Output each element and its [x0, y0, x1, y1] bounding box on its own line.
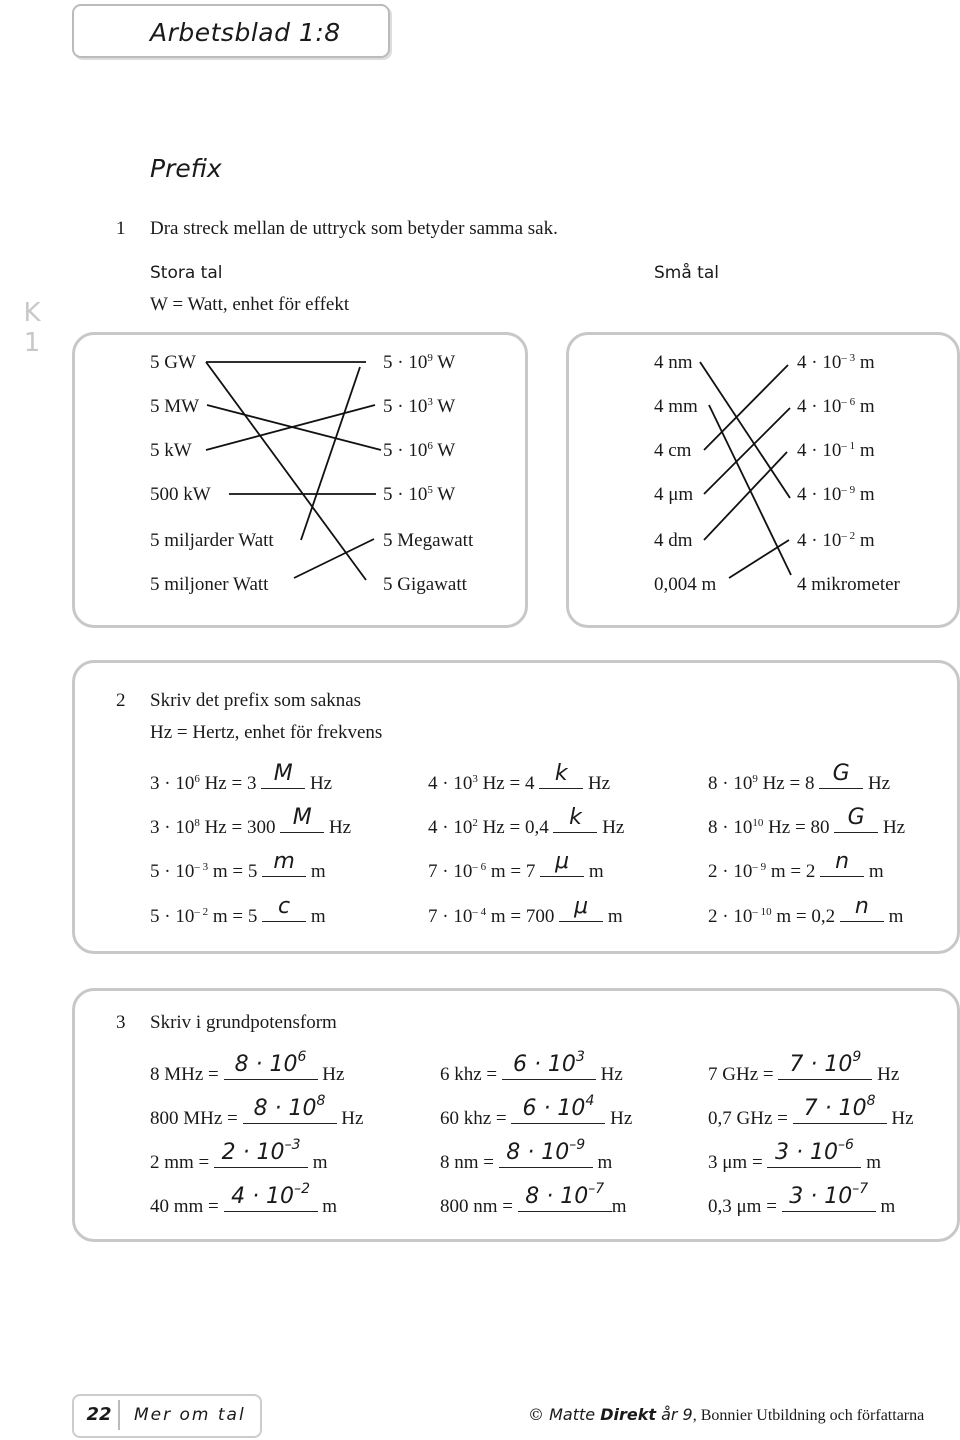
ex2-answer-blank	[261, 761, 305, 789]
ex1-right-power: $4 \cdot 10^{- 2}$ m	[797, 530, 875, 551]
ex1-right-term: 4 μm	[654, 484, 694, 505]
ex3-answer: $6 \cdot 10^4$	[522, 1093, 595, 1121]
ex2-answer-blank	[539, 761, 583, 789]
ex1-right-exponent: – 9	[841, 484, 856, 496]
ex3-answer-blank	[224, 1049, 318, 1080]
ex3-answer: $8 \cdot 10^{-7}$	[525, 1181, 605, 1209]
ex3-answer-blank	[243, 1093, 337, 1124]
ex3-answer-exponent: 8	[866, 1093, 876, 1109]
ex3-answer-blank	[511, 1093, 605, 1124]
ex2-answer: c	[278, 894, 291, 919]
ex1-number: 1	[116, 218, 126, 239]
ex2-answer-blank	[819, 761, 863, 789]
ex2-answer-blank	[553, 805, 597, 833]
ex2-item: $5 \cdot 10^{- 2}$ m = 5 c m	[150, 894, 326, 927]
ex3-answer-exponent: –2	[294, 1181, 310, 1197]
ex2-answer-blank	[262, 849, 306, 877]
ex2-item: $7 \cdot 10^{- 4}$ m = 700 μ m	[428, 894, 623, 927]
section-title: Prefix	[150, 154, 222, 183]
match-line	[729, 540, 789, 578]
ex2-answer-blank	[280, 805, 324, 833]
ex3-answer-exponent: –7	[588, 1181, 605, 1197]
ex3-answer-exponent: 4	[585, 1093, 595, 1109]
ex1-right-power: 4 mikrometer	[797, 574, 900, 595]
ex2-item: $3 \cdot 10^8$ Hz = 300 M Hz	[150, 805, 352, 838]
ex3-answer-exponent: 6	[297, 1049, 307, 1065]
ex1-right-exponent: – 2	[841, 530, 856, 542]
ex1-left-term: 5 MW	[150, 396, 200, 417]
ex3-answer: $7 \cdot 10^8$	[803, 1093, 876, 1121]
ex1-left-exponent: 3	[427, 396, 433, 408]
ex2-answer-blank	[559, 894, 603, 922]
ex3-answer-exponent: –9	[569, 1137, 586, 1153]
ex3-item: 40 mm = $4 \cdot 10^{-2}$ m	[150, 1181, 338, 1217]
ex2-item: $2 \cdot 10^{- 10}$ m = 0,2 n m	[708, 894, 904, 927]
ex3-item: 800 MHz = $8 \cdot 10^8$ Hz	[150, 1093, 364, 1129]
ex2-answer: M	[292, 805, 312, 830]
ex3-answer-blank	[214, 1137, 308, 1168]
ex3-answer: $7 \cdot 10^9$	[789, 1049, 862, 1077]
ex2-answer: M	[273, 761, 293, 786]
chapter-tab-number: 1	[23, 328, 41, 358]
ex2-note: Hz = Hertz, enhet för frekvens	[150, 722, 383, 743]
ex3-answer: $8 \cdot 10^{-9}$	[506, 1137, 586, 1165]
ex2-answer-blank	[840, 894, 884, 922]
ex2-answer: μ	[555, 849, 570, 874]
ex2-answer: k	[569, 805, 582, 830]
ex1-left-power: 5 Megawatt	[383, 530, 474, 551]
ex2-item: $5 \cdot 10^{- 3}$ m = 5 m m	[150, 849, 326, 882]
ex2-item: $4 \cdot 10^3$ Hz = 4 k Hz	[428, 761, 611, 794]
ex3-instruction: Skriv i grundpotensform	[150, 1012, 337, 1033]
ex2-item: $4 \cdot 10^2$ Hz = 0,4 k Hz	[428, 805, 625, 838]
ex1-right-exponent: – 1	[841, 440, 856, 452]
ex1-left-power: $5 \cdot 10^3$ W	[383, 396, 456, 417]
ex1-left-power: $5 \cdot 10^9$ W	[383, 352, 456, 373]
ex2-exponent: – 4	[472, 906, 487, 918]
ex2-exponent: 10	[752, 817, 764, 829]
ex1-left-note: W = Watt, enhet för effekt	[150, 294, 350, 315]
brand-matte: Matte	[549, 1405, 596, 1424]
ex3-answer-blank	[782, 1181, 876, 1212]
ex3-answer: $3 \cdot 10^{-7}$	[789, 1181, 869, 1209]
ex3-answer-blank	[518, 1181, 612, 1212]
ex1-right-term: 4 cm	[654, 440, 692, 461]
ex2-answer-blank	[820, 849, 864, 877]
brand-direkt: Direkt	[600, 1405, 656, 1424]
ex3-answer-exponent: –7	[852, 1181, 869, 1197]
ex3-item: 60 khz = $6 \cdot 10^4$ Hz	[440, 1093, 633, 1129]
ex2-item: $7 \cdot 10^{- 6}$ m = 7 μ m	[428, 849, 604, 882]
ex1-right-term: 4 mm	[654, 396, 698, 417]
ex3-answer-exponent: 9	[852, 1049, 862, 1065]
match-line	[704, 365, 788, 450]
match-line	[206, 362, 366, 580]
ex2-exponent: 3	[472, 773, 478, 785]
ex3-answer-exponent: –3	[284, 1137, 301, 1153]
ex2-exponent: 6	[194, 773, 200, 785]
ex2-exponent: – 6	[472, 861, 487, 873]
ex1-left-term: 5 GW	[150, 352, 196, 373]
ex2-answer-blank	[262, 894, 306, 922]
ex3-item: 3 μm = $3 \cdot 10^{-6}$ m	[708, 1137, 881, 1173]
ex2-exponent: – 9	[752, 861, 767, 873]
ex2-answer: μ	[574, 894, 589, 919]
ex2-number: 2	[116, 690, 126, 711]
ex3-answer: $3 \cdot 10^{-6}$	[774, 1137, 854, 1165]
ex1-right-heading: Små tal	[654, 263, 719, 283]
ex1-right-exponent: – 6	[841, 396, 856, 408]
footer-credit	[528, 1405, 924, 1425]
ex3-number: 3	[116, 1012, 126, 1033]
worksheet-title: Arbetsblad 1:8	[150, 18, 341, 47]
ex1-right-power: $4 \cdot 10^{- 9}$ m	[797, 484, 875, 505]
ex1-left-term: 5 miljoner Watt	[150, 574, 269, 595]
ex3-answer-exponent: –6	[837, 1137, 854, 1153]
ex3-item: 7 GHz = $7 \cdot 10^9$ Hz	[708, 1049, 900, 1085]
ex3-item: 800 nm = $8 \cdot 10^{-7}$ m	[440, 1181, 627, 1217]
ex1-right-power: $4 \cdot 10^{- 6}$ m	[797, 396, 875, 417]
ex3-answer-blank	[778, 1049, 872, 1080]
ex3-item: 0,3 μm = $3 \cdot 10^{-7}$ m	[708, 1181, 896, 1217]
ex1-right-power: $4 \cdot 10^{- 3}$ m	[797, 352, 875, 373]
ex3-item: 6 khz = $6 \cdot 10^3$ Hz	[440, 1049, 623, 1085]
ex1-right-term: 4 nm	[654, 352, 693, 373]
ex1-right-exponent: – 3	[841, 352, 856, 364]
ex2-instruction: Skriv det prefix som saknas	[150, 690, 362, 711]
ex3-answer-blank	[499, 1137, 593, 1168]
ex1-left-power: $5 \cdot 10^6$ W	[383, 440, 456, 461]
ex2-exponent: – 2	[194, 906, 209, 918]
ex2-exponent: – 3	[194, 861, 209, 873]
ex1-left-term: 5 miljarder Watt	[150, 530, 274, 551]
ex3-answer: $8 \cdot 10^6$	[234, 1049, 307, 1077]
ex2-answer: G	[832, 761, 850, 786]
ex3-answer-blank	[793, 1093, 887, 1124]
ex1-right-term: 4 dm	[654, 530, 693, 551]
ex3-answer-blank	[767, 1137, 861, 1168]
ex1-left-exponent: 9	[427, 352, 433, 364]
ex1-left-heading: Stora tal	[150, 263, 223, 283]
ex2-answer-blank	[834, 805, 878, 833]
ex2-exponent: 8	[194, 817, 200, 829]
ex2-answer: n	[835, 849, 850, 874]
brand-year: år 9	[661, 1405, 693, 1424]
ex3-answer-exponent: 3	[575, 1049, 585, 1065]
ex2-item: $8 \cdot 10^{10}$ Hz = 80 G Hz	[708, 805, 906, 838]
ex2-exponent: 9	[752, 773, 758, 785]
ex1-left-term: 500 kW	[150, 484, 211, 505]
ex1-left-term: 5 kW	[150, 440, 192, 461]
ex3-answer: $4 \cdot 10^{-2}$	[231, 1181, 310, 1209]
ex3-answer: $2 \cdot 10^{-3}$	[221, 1137, 301, 1165]
ex3-answer: $6 \cdot 10^3$	[512, 1049, 585, 1077]
page-number: 22	[80, 1400, 120, 1430]
ex2-exponent: – 10	[752, 906, 772, 918]
match-line	[294, 539, 374, 578]
ex2-item: $2 \cdot 10^{- 9}$ m = 2 n m	[708, 849, 884, 882]
ex3-answer-exponent: 8	[316, 1093, 326, 1109]
ex3-item: 8 MHz = $8 \cdot 10^6$ Hz	[150, 1049, 345, 1085]
ex1-left-exponent: 5	[427, 484, 433, 496]
ex2-exponent: 2	[472, 817, 478, 829]
ex3-item: 8 nm = $8 \cdot 10^{-9}$ m	[440, 1137, 613, 1173]
ex3-answer: $8 \cdot 10^8$	[253, 1093, 326, 1121]
ex1-instruction: Dra streck mellan de uttryck som betyder samma sak.	[150, 218, 558, 239]
ex2-answer: G	[847, 805, 865, 830]
ex1-left-exponent: 6	[427, 440, 433, 452]
ex3-item: 0,7 GHz = $7 \cdot 10^8$ Hz	[708, 1093, 914, 1129]
footer-publisher: , Bonnier Utbildning och författarna	[692, 1407, 925, 1424]
ex3-item: 2 mm = $2 \cdot 10^{-3}$ m	[150, 1137, 328, 1173]
ex2-item: $3 \cdot 10^6$ Hz = 3 M Hz	[150, 761, 333, 794]
ex2-item: $8 \cdot 10^9$ Hz = 8 G Hz	[708, 761, 891, 794]
ex2-answer: m	[273, 849, 295, 874]
ex2-answer: k	[554, 761, 568, 786]
ex1-left-power: 5 Gigawatt	[383, 574, 467, 595]
match-line	[704, 452, 787, 540]
ex3-answer-blank	[502, 1049, 596, 1080]
match-line	[301, 367, 360, 540]
ex1-right-term: 0,004 m	[654, 574, 717, 595]
ex2-answer-blank	[540, 849, 584, 877]
ex1-right-power: $4 \cdot 10^{- 1}$ m	[797, 440, 875, 461]
chapter-tab-letter: K	[23, 298, 41, 328]
footer-book-title: Mer om tal	[134, 1405, 246, 1425]
ex1-left-power: $5 \cdot 10^5$ W	[383, 484, 456, 505]
copyright-symbol: ©	[528, 1405, 544, 1424]
ex3-answer-blank	[224, 1181, 318, 1212]
ex2-answer: n	[854, 894, 869, 919]
